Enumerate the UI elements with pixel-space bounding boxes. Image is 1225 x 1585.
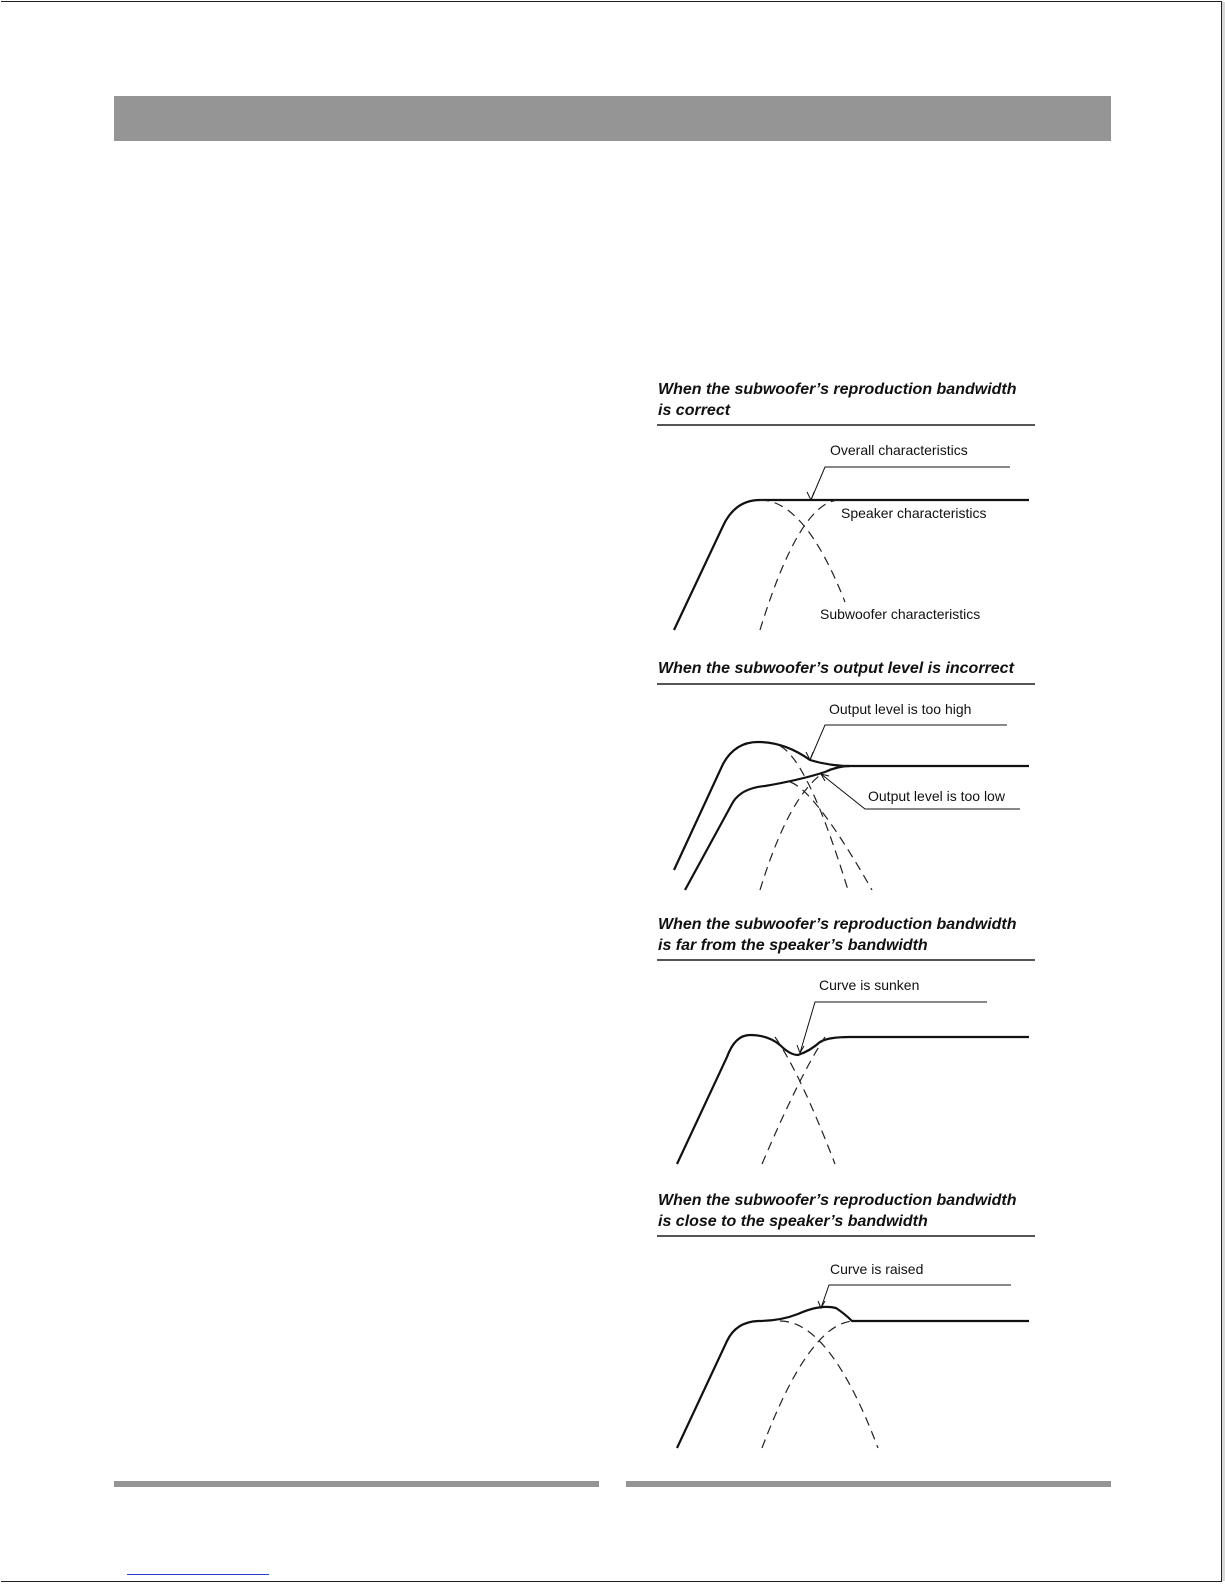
sunken-arrowhead [797, 1045, 804, 1053]
curve-too-low [685, 766, 850, 890]
section-rule [657, 683, 1035, 685]
subwoofer-dashed [780, 1321, 878, 1448]
label-subwoofer-characteristics: Subwoofer characteristics [820, 606, 981, 622]
section-title-line-2: is close to the speaker’s bandwidth [658, 1213, 928, 1230]
subwoofer-curve-dashed [760, 500, 845, 602]
graph-bandwidth-far [640, 965, 1060, 1170]
speaker-dashed [762, 1321, 855, 1448]
section-title-line-1: When the subwoofer’s reproduction bandwidth [658, 381, 1017, 398]
graph-bandwidth-close [640, 1242, 1060, 1452]
section-rule [657, 959, 1035, 961]
too-high-leader-line [810, 725, 1007, 760]
sunken-leader-line [800, 1002, 987, 1053]
graph-bandwidth-correct [640, 430, 1060, 635]
subwoofer-dashed [775, 1037, 835, 1164]
curve-too-high [674, 742, 1029, 870]
section-title-line-1: When the subwoofer’s output level is incorrect [658, 660, 1014, 677]
section-rule [657, 1235, 1035, 1237]
raised-curve [677, 1307, 1029, 1448]
label-curve-sunken: Curve is sunken [819, 977, 920, 993]
section-title-line-2: is far from the speaker’s bandwidth [658, 937, 928, 954]
label-overall-characteristics: Overall characteristics [830, 442, 968, 458]
section-title-line-1: When the subwoofer’s reproduction bandwidth [658, 916, 1017, 933]
raised-leader-line [821, 1285, 1011, 1308]
section-title-bandwidth-close [658, 1190, 1038, 1232]
section-title-line-1: When the subwoofer’s reproduction bandwidth [658, 1192, 1017, 1209]
label-speaker-characteristics: Speaker characteristics [841, 505, 987, 521]
section-title-bandwidth-far [658, 914, 1038, 956]
header-bar [114, 96, 1111, 141]
footer-rule-left [114, 1481, 599, 1487]
label-curve-raised: Curve is raised [830, 1261, 924, 1277]
sunken-curve [677, 1035, 1029, 1164]
section-title-output-level-incorrect [658, 658, 1038, 679]
section-title-line-2: is correct [658, 402, 731, 419]
footer-rule-right [626, 1481, 1111, 1487]
section-title-bandwidth-correct [658, 379, 1038, 421]
subwoofer-low-dashed [790, 782, 872, 890]
section-rule [657, 424, 1035, 426]
label-output-too-low: Output level is too low [868, 788, 1005, 804]
overall-arrowhead [807, 492, 814, 500]
graph-output-level-incorrect [640, 690, 1060, 895]
overall-leader-line [811, 467, 1010, 500]
label-output-too-high: Output level is too high [829, 701, 972, 717]
footer-link-underline[interactable] [127, 1574, 269, 1575]
speaker-dashed [762, 1037, 825, 1164]
